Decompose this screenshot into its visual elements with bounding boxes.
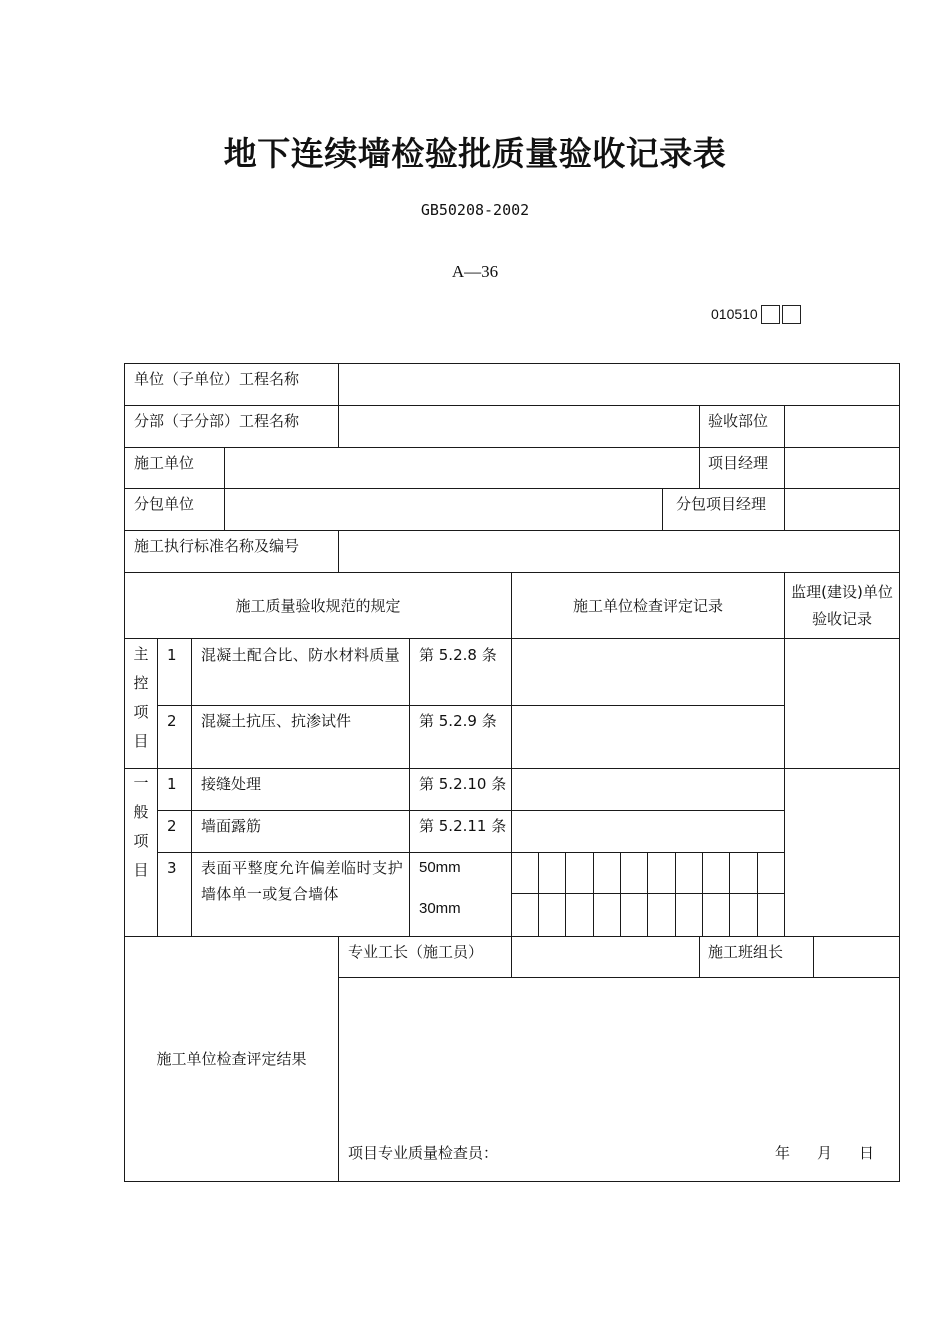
- subcontract-manager-label: 分包项目经理: [676, 495, 767, 513]
- acceptance-part-label: 验收部位: [708, 412, 769, 430]
- inspection-form-table: [124, 363, 900, 1182]
- document-title: 地下连续墙检验批质量验收记录表: [223, 134, 727, 173]
- main-item-1-number: 1: [167, 646, 177, 664]
- main-control-label: 主 控 项 目: [133, 645, 149, 750]
- general-item-3-tolerance-50: 50mm: [419, 859, 461, 876]
- general-item-2-name: 墙面露筋: [201, 817, 262, 835]
- subcontract-unit-label: 分包单位: [134, 495, 195, 513]
- unit-project-name-field[interactable]: [340, 364, 898, 404]
- code-box-2[interactable]: [782, 305, 801, 324]
- spec-column-header: 施工质量验收规范的规定: [235, 596, 401, 615]
- general-item-1-record-field[interactable]: [513, 769, 783, 809]
- form-number: A—36: [451, 262, 499, 281]
- foreman-label: 专业工长（施工员）: [348, 943, 484, 961]
- main-item-1-record-field[interactable]: [513, 640, 783, 704]
- general-item-2-number: 2: [167, 817, 177, 835]
- construction-unit-field[interactable]: [226, 448, 698, 488]
- construction-result-label: 施工单位检查评定结果: [156, 1050, 307, 1068]
- date-month-label: 月: [817, 1144, 833, 1162]
- sub-project-name-label: 分部（子分部）工程名称: [134, 412, 300, 430]
- project-manager-field[interactable]: [786, 448, 898, 488]
- subcontract-unit-field[interactable]: [226, 489, 660, 529]
- quality-inspector-label: 项目专业质量检查员：: [348, 1144, 499, 1162]
- sub-project-name-field[interactable]: [340, 406, 698, 446]
- result-remarks-field[interactable]: [340, 979, 898, 1139]
- acceptance-part-field[interactable]: [786, 406, 898, 446]
- standard-name-field[interactable]: [340, 531, 898, 571]
- main-item-1-name: 混凝土配合比、防水材料质量: [201, 646, 400, 664]
- main-item-2-number: 2: [167, 712, 177, 730]
- team-leader-field[interactable]: [815, 937, 898, 977]
- standard-name-label: 施工执行标准名称及编号: [134, 537, 300, 555]
- main-item-2-name: 混凝土抗压、抗渗试件: [201, 712, 352, 730]
- standard-code: GB50208-2002: [420, 201, 530, 219]
- main-item-2-record-field[interactable]: [513, 706, 783, 767]
- main-item-1-clause: 第 5.2.8 条: [419, 646, 497, 664]
- general-item-2-record-field[interactable]: [513, 811, 783, 851]
- code-box-1[interactable]: [761, 305, 780, 324]
- main-item-2-clause: 第 5.2.9 条: [419, 712, 497, 730]
- record-code: [711, 304, 801, 324]
- team-leader-label: 施工班组长: [708, 943, 784, 961]
- general-item-2-clause: 第 5.2.11 条: [419, 817, 507, 835]
- date-year-label: 年: [775, 1144, 791, 1162]
- unit-project-name-label: 单位（子单位）工程名称: [134, 370, 300, 388]
- general-items-label: 一 般 项 目: [133, 774, 149, 879]
- record-code-number: 010510: [711, 306, 758, 322]
- subcontract-manager-field[interactable]: [786, 489, 898, 529]
- record-column-header: 施工单位检查评定记录: [572, 596, 723, 615]
- general-item-3-name: 表面平整度允许偏差临时支护墙体单一或复合墙体: [201, 859, 403, 903]
- general-supervision-field[interactable]: [786, 769, 898, 935]
- general-item-3-number: 3: [167, 859, 177, 877]
- main-control-supervision-field[interactable]: [786, 640, 898, 767]
- project-manager-label: 项目经理: [708, 454, 769, 472]
- foreman-field[interactable]: [513, 937, 698, 977]
- general-item-1-clause: 第 5.2.10 条: [419, 775, 507, 793]
- construction-unit-label: 施工单位: [134, 454, 195, 472]
- general-item-1-number: 1: [167, 775, 177, 793]
- date-day-label: 日: [859, 1144, 875, 1162]
- general-item-1-name: 接缝处理: [201, 775, 262, 793]
- supervision-column-header: 监理(建设)单位验收记录: [791, 582, 893, 628]
- general-item-3-tolerance-30: 30mm: [419, 900, 461, 917]
